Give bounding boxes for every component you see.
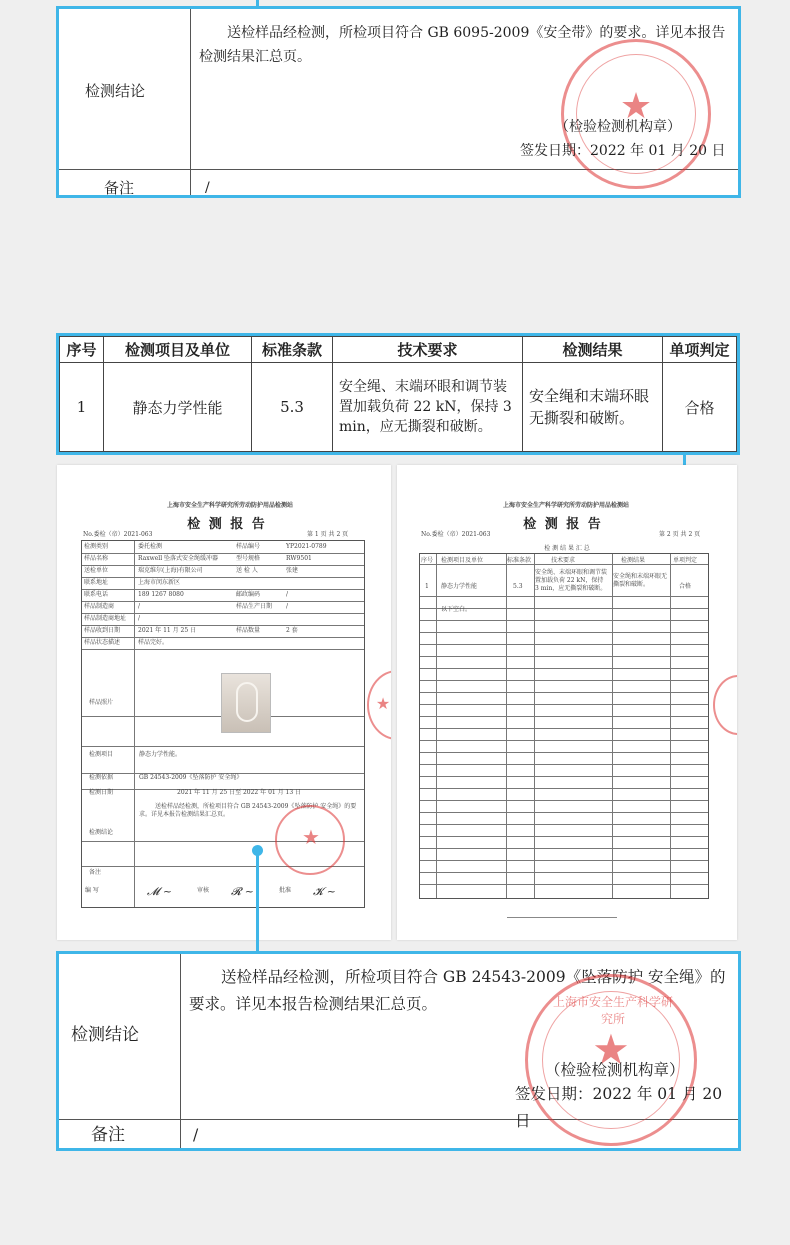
stamp-caption: （检验检测机构章） (555, 119, 681, 135)
report-field-cell: 委托检测 (138, 543, 163, 550)
row-requirement: 安全绳、末端环眼和调节装置加载负荷 22 kN，保持 3 min，应无撕裂和破断。 (333, 363, 523, 452)
left-conclusion-label: 检测结论 (89, 829, 114, 836)
table-row (60, 363, 737, 452)
header-clause: 标准条款 (252, 337, 333, 363)
report-field-cell: 上海市闵东新区 (138, 579, 181, 586)
summary-table (419, 553, 709, 899)
items-label: 检测项目 (89, 751, 114, 758)
report-field-cell: 联系电话 (84, 591, 109, 598)
summary-cell-item: 静态力学性能 (441, 583, 478, 590)
row-result: 安全绳和末端环眼无撕裂和破断。 (523, 363, 663, 452)
sign-review: 审核 (197, 887, 210, 894)
summary-header-verdict: 单项判定 (673, 557, 698, 564)
signature-2: 𝓡 ~ (231, 885, 254, 898)
report-field-cell: 样品制造商 (84, 603, 115, 610)
report-field-cell: 瑞克维尔(上海)有限公司 (138, 567, 203, 574)
table-header-row (60, 337, 737, 363)
summary-header-result: 检测结果 (621, 557, 646, 564)
row-no: 1 (60, 363, 104, 452)
summary-cell-req: 安全绳、末端环眼和调节装置加载负荷 22 kN，保持 3 min，应无撕裂和破断。 (535, 569, 608, 592)
report-field-cell: 样品名称 (84, 555, 109, 562)
summary-blank-note: 以下空白。 (441, 606, 472, 613)
issue-date-2: 签发日期：2022 年 01 月 20 日 (515, 1085, 723, 1130)
issue-date: 签发日期：2022 年 01 月 20 日 (520, 143, 726, 159)
summary-cell-clause: 5.3 (513, 583, 523, 590)
header-verdict: 单项判定 (663, 337, 737, 363)
items-value: 静态力学性能。 (139, 751, 182, 758)
report-title: 检 测 报 告 (187, 517, 267, 532)
report-field-cell: 送 检 人 (236, 567, 258, 574)
sample-photo (221, 673, 271, 733)
report-field-cell: 张建 (286, 567, 299, 574)
results-table (56, 333, 740, 455)
report-field-cell: 189 1267 8080 (138, 591, 184, 598)
header-result: 检测结果 (523, 337, 663, 363)
report-field-cell: / (286, 591, 289, 598)
summary-header-req: 技术要求 (551, 557, 576, 564)
report-field-cell: 样品生产日期 (236, 603, 273, 610)
basis-value: GB 24543-2009《坠落防护 安全绳》 (139, 774, 243, 781)
bottom-conclusion-box (56, 951, 741, 1151)
top-conclusion-box (56, 6, 741, 198)
report-no: No.委检（帝）2021-063 (83, 531, 153, 538)
basis-label: 检测依据 (89, 774, 114, 781)
remark-value: / (205, 180, 210, 196)
report-field-cell: YP2021-0789 (286, 543, 327, 550)
header-no: 序号 (60, 337, 104, 363)
signature-3: 𝓚 ~ (313, 885, 336, 898)
signature-1: 𝓜 ~ (147, 885, 173, 898)
sign-approve: 批准 (279, 887, 292, 894)
date-label: 检测日期 (89, 789, 114, 796)
conclusion-text: 送检样品经检测，所检项目符合 GB 6095-2009《安全带》的要求。详见本报告检测结果汇总页。 (199, 25, 726, 65)
report-field-cell: 样品收到日期 (84, 627, 121, 634)
stamp-text: 上海市安全生产科学研究所 (552, 995, 673, 1026)
summary-cell-no: 1 (425, 583, 429, 590)
stamp-caption-2: （检验检测机构章） (545, 1061, 685, 1079)
date-value: 2021 年 11 月 25 日至 2022 年 01 月 13 日 (177, 789, 302, 796)
report-page: 第 1 页 共 2 页 (307, 531, 349, 538)
report-field-cell: 2 套 (286, 627, 298, 634)
seam-stamp-left: ★ (367, 670, 391, 740)
report-field-cell: / (138, 603, 141, 610)
row-item: 静态力学性能 (104, 363, 252, 452)
seam-stamp-right (713, 675, 737, 735)
report-page-2 (397, 465, 737, 940)
row-verdict: 合格 (663, 363, 737, 452)
report-field-cell: RW9501 (286, 555, 312, 562)
summary-header-clause: 标准条款 (507, 557, 532, 564)
remark-value-2: / (193, 1126, 199, 1144)
left-remark-label: 备注 (89, 869, 102, 876)
summary-header-no: 序号 (421, 557, 434, 564)
report2-page: 第 2 页 共 2 页 (659, 531, 701, 538)
remark-label: 备注 (104, 179, 135, 197)
header-item: 检测项目及单位 (104, 337, 252, 363)
report-connector-line (256, 850, 259, 953)
report2-no: No.委检（帝）2021-063 (421, 531, 491, 538)
stamp-star-icon: ★ (619, 86, 653, 127)
row-clause: 5.3 (252, 363, 333, 452)
report-field-cell: 样品状态描述 (84, 639, 121, 646)
report-field-cell: Raxwell 坠落式安全绳缓冲器 (138, 555, 219, 562)
remark-label-2: 备注 (91, 1125, 125, 1145)
report-field-cell: 联系地址 (84, 579, 109, 586)
report-field-cell: 样品制造商地址 (84, 615, 127, 622)
report2-org: 上海市安全生产科学研究所劳动防护用品检测站 (502, 502, 629, 509)
report-field-cell: 型号规格 (236, 555, 261, 562)
footer-rule (507, 917, 617, 918)
photo-label: 样品照片 (89, 699, 114, 706)
left-conclusion-value: 送检样品经检测，所检项目符合 GB 24543-2009《坠落防护 安全绳》的要求。详见本报告检测结果汇总页。 (139, 803, 357, 818)
conclusion-text-2: 送检样品经检测，所检项目符合 GB 24543-2009《坠落防护 安全绳》的要求。详见本报告检测结果汇总页。 (189, 968, 726, 1013)
report-field-cell: / (138, 615, 141, 622)
report-page-1 (57, 465, 391, 940)
report-field-cell: 检测类别 (84, 543, 109, 550)
conclusion-label: 检测结论 (85, 82, 146, 100)
report-field-cell: 样品完好。 (138, 639, 169, 646)
sign-prepare: 编 写 (85, 887, 99, 894)
stamp-star-icon-2: ★ (592, 1025, 630, 1074)
conclusion-label-2: 检测结论 (71, 1025, 139, 1045)
summary-header-item: 检测项目及单位 (441, 557, 484, 564)
report-stamp: ★ (275, 805, 345, 875)
report2-title: 检 测 报 告 (523, 517, 603, 532)
summary-title: 检 测 结 果 汇 总 (544, 545, 590, 552)
official-stamp (561, 39, 711, 189)
report-field-cell: / (286, 603, 289, 610)
report-field-cell: 邮政编码 (236, 591, 261, 598)
report-field-cell: 样品编号 (236, 543, 261, 550)
report-field-cell: 送检单位 (84, 567, 109, 574)
header-requirement: 技术要求 (333, 337, 523, 363)
report-field-cell: 样品数量 (236, 627, 261, 634)
report-field-cell: 2021 年 11 月 25 日 (138, 627, 197, 634)
summary-cell-result: 安全绳和末端环眼无撕裂和破断。 (613, 573, 668, 588)
summary-cell-verdict: 合格 (679, 583, 692, 590)
report-org: 上海市安全生产科学研究所劳动防护用品检测站 (166, 502, 293, 509)
